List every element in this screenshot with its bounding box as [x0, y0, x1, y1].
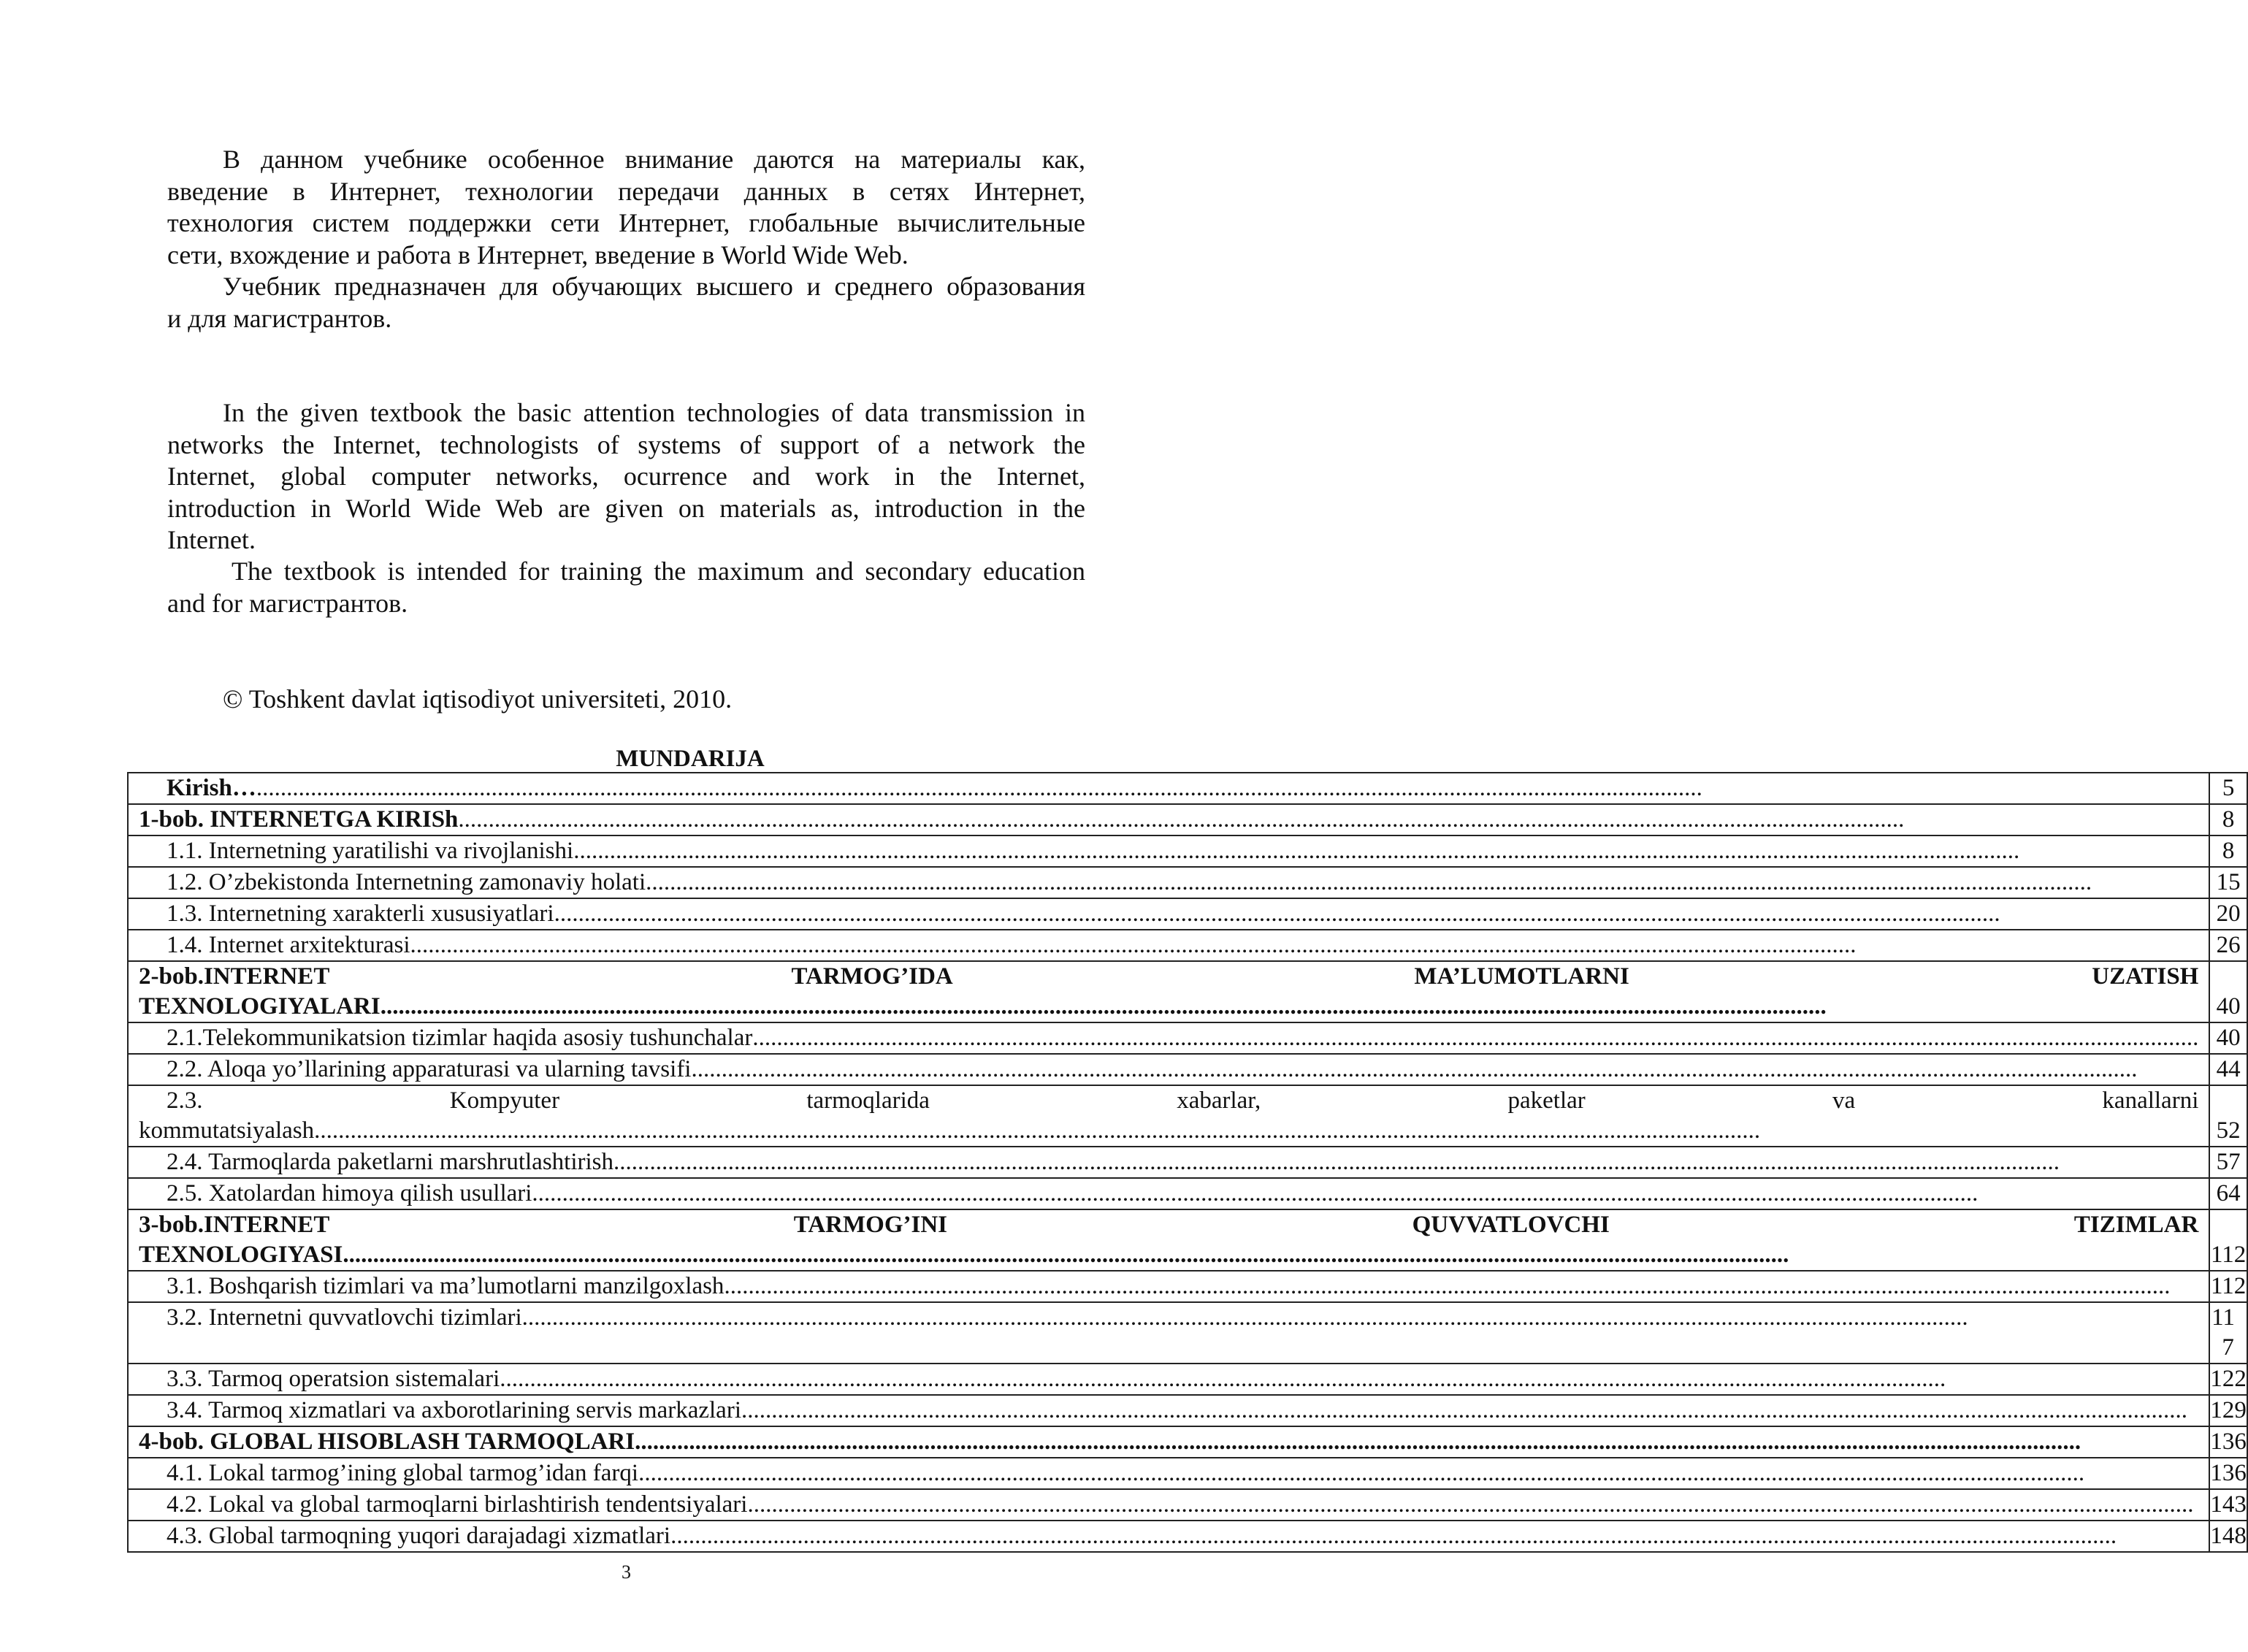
toc-entry-title: 3.4. Tarmoq xizmatlari va axborotlarining servis markazlari .....	[128, 1395, 2209, 1426]
text-line: технология систем поддержки сети Интернет, глобальные вычислительные	[167, 208, 1085, 237]
toc-entry-page: 40	[2209, 1022, 2247, 1054]
toc-entry-page: 148	[2209, 1521, 2247, 1552]
toc-row[interactable]	[128, 930, 2247, 961]
text-line: and for магистрантов.	[167, 588, 408, 618]
toc-row[interactable]	[128, 1085, 2247, 1147]
toc-entry-page: 52	[2209, 1085, 2247, 1147]
toc-row[interactable]	[128, 1395, 2247, 1426]
toc-row[interactable]	[128, 867, 2247, 898]
toc-row[interactable]	[128, 1022, 2247, 1054]
text-line: Internet, global computer networks, ocurrence and work in the Internet,	[167, 462, 1085, 491]
toc-entry-title: 1-bob. INTERNETGA KIRISh .....	[128, 804, 2209, 835]
text-line: и для магистрантов.	[167, 303, 392, 333]
russian-abstract-paragraph-2	[167, 271, 1085, 334]
text-line: введение в Интернет, технологии передачи данных в сетях Интернет,	[167, 176, 1085, 206]
toc-entry-page: 112	[2209, 1209, 2247, 1271]
toc-entry-page: 26	[2209, 930, 2247, 961]
toc-entry-title: 3-bob.INTERNET TARMOG’INI QUVVATLOVCHI TIZIMLAR TEXNOLOGIYASI .....	[128, 1209, 2209, 1271]
toc-row[interactable]	[128, 1458, 2247, 1489]
toc-entry-page: 122	[2209, 1364, 2247, 1395]
text-line: В данном учебнике особенное внимание даются на материалы как,	[223, 145, 1085, 174]
toc-row[interactable]	[128, 1489, 2247, 1521]
toc-entry-page: 8	[2209, 804, 2247, 835]
toc-entry-title: 1.2. O’zbekistonda Internetning zamonaviy holati .....	[128, 867, 2209, 898]
toc-entry-page: 15	[2209, 867, 2247, 898]
text-line: introduction in World Wide Web are given on materials as, introduction in the	[167, 493, 1085, 523]
page-number: 3	[622, 1561, 631, 1583]
toc-entry-page: 136	[2209, 1458, 2247, 1489]
toc-row[interactable]	[128, 1271, 2247, 1302]
toc-row[interactable]	[128, 1521, 2247, 1552]
toc-row[interactable]	[128, 1364, 2247, 1395]
toc-row[interactable]	[128, 1147, 2247, 1178]
english-abstract-paragraph-1	[167, 397, 1085, 557]
russian-abstract-paragraph-1	[167, 144, 1085, 271]
toc-entry-title: 1.1. Internetning yaratilishi va rivojlanishi .....	[128, 835, 2209, 867]
toc-entry-title: 4.3. Global tarmoqning yuqori darajadagi xizmatlari .....	[128, 1521, 2209, 1552]
toc-entry-title: 2.3. Kompyuter tarmoqlarida xabarlar, paketlar va kanallarni kommutatsiyalash .....	[128, 1085, 2209, 1147]
english-abstract-paragraph-2	[167, 556, 1085, 619]
toc-entry-title: Kirish… .....	[128, 773, 2209, 804]
text-line: сети, вхождение и работа в Интернет, введение в World Wide Web.	[167, 240, 909, 269]
text-line: Учебник предназначен для обучающих высшего и среднего образования	[223, 272, 1085, 301]
toc-entry-page: 40	[2209, 961, 2247, 1022]
toc-entry-title: 2.1.Telekommunikatsion tizimlar haqida asosiy tushunchalar .....	[128, 1022, 2209, 1054]
text-line: networks the Internet, technologists of systems of support of a network the	[167, 429, 1085, 459]
toc-entry-page: 136	[2209, 1426, 2247, 1458]
toc-entry-page: 20	[2209, 898, 2247, 930]
toc-entry-title: 2-bob.INTERNET TARMOG’IDA MA’LUMOTLARNI UZATISH TEXNOLOGIYALARI .....	[128, 961, 2209, 1022]
toc-row[interactable]	[128, 1302, 2247, 1364]
toc-entry-title: 4-bob. GLOBAL HISOBLASH TARMOQLARI .....	[128, 1426, 2209, 1458]
toc-entry-title: 2.2. Aloqa yo’llarining apparaturasi va ularning tavsifi .....	[128, 1054, 2209, 1085]
toc-row[interactable]	[128, 1054, 2247, 1085]
toc-entry-page: 8	[2209, 835, 2247, 867]
toc-entry-page: 129	[2209, 1395, 2247, 1426]
toc-entry-title: 1.4. Internet arxitekturasi .....	[128, 930, 2209, 961]
toc-entry-page: 57	[2209, 1147, 2247, 1178]
toc-entry-page: 11 7	[2209, 1302, 2247, 1364]
toc-entry-title: 1.3. Internetning xarakterli xususiyatlari .....	[128, 898, 2209, 930]
toc-row[interactable]	[128, 1178, 2247, 1209]
toc-entry-page: 5	[2209, 773, 2247, 804]
toc-entry-page: 112	[2209, 1271, 2247, 1302]
table-of-contents	[127, 772, 2248, 1553]
toc-entry-title: 2.5. Xatolardan himoya qilish usullari .....	[128, 1178, 2209, 1209]
toc-row[interactable]	[128, 1209, 2247, 1271]
toc-entry-title: 3.1. Boshqarish tizimlari va ma’lumotlarni manzilgoxlash .....	[128, 1271, 2209, 1302]
toc-row[interactable]	[128, 835, 2247, 867]
toc-row[interactable]	[128, 961, 2247, 1022]
toc-row[interactable]	[128, 1426, 2247, 1458]
toc-entry-page: 143	[2209, 1489, 2247, 1521]
toc-entry-title: 2.4. Tarmoqlarda paketlarni marshrutlashtirish .....	[128, 1147, 2209, 1178]
toc-entry-page: 64	[2209, 1178, 2247, 1209]
toc-row[interactable]	[128, 898, 2247, 930]
toc-entry-title: 4.2. Lokal va global tarmoqlarni birlashtirish tendentsiyalari .....	[128, 1489, 2209, 1521]
toc-entry-title: 4.1. Lokal tarmog’ining global tarmog’idan farqi .....	[128, 1458, 2209, 1489]
text-line: Internet.	[167, 525, 256, 554]
toc-entry-title: 3.3. Tarmoq operatsion sistemalari .....	[128, 1364, 2209, 1395]
copyright-notice: © Toshkent davlat iqtisodiyot universiteti, 2010.	[223, 684, 733, 714]
toc-row[interactable]	[128, 773, 2247, 804]
toc-entry-page: 44	[2209, 1054, 2247, 1085]
toc-row[interactable]	[128, 804, 2247, 835]
toc-title: MUNDARIJA	[616, 746, 765, 772]
text-line: The textbook is intended for training the maximum and secondary education	[232, 557, 1085, 586]
text-line: In the given textbook the basic attention technologies of data transmission in	[223, 398, 1085, 427]
toc-entry-title: 3.2. Internetni quvvatlovchi tizimlari .....	[128, 1302, 2209, 1364]
